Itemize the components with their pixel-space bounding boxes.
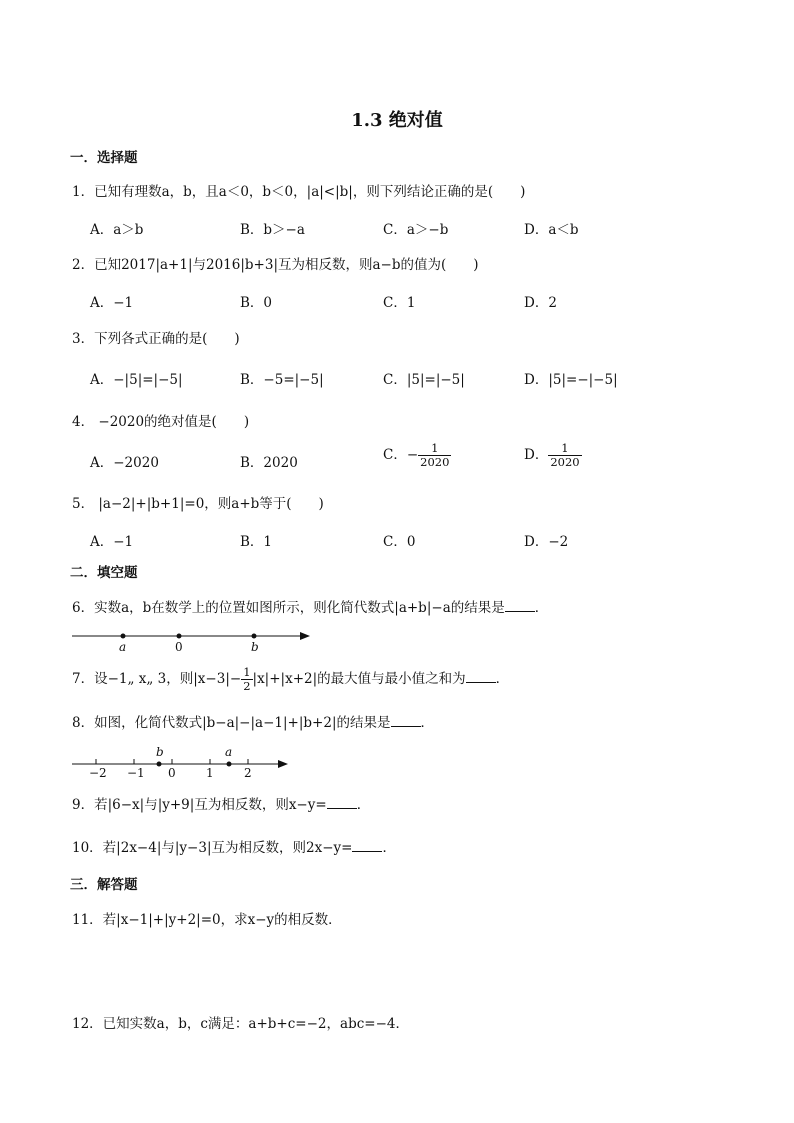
q7-fraction: $\frac{1}{2}$ (243, 665, 251, 694)
number-line-2-label-minus2: −2 (89, 766, 107, 780)
question-2: 2．已知2017|a+1|与2016|b+3|互为相反数，则a−b的值为( ) (72, 257, 479, 273)
q5-option-a[interactable]: A．−1 (90, 534, 134, 550)
question-10: 10．若|2x−4|与|y−3|互为相反数，则2x−y= ． (72, 840, 396, 856)
q2-option-a[interactable]: A．−1 (90, 295, 134, 311)
question-1: 1．已知有理数a，b，且a＜0，b＜0，|a|<|b|，则下列结论正确的是( ) (72, 184, 526, 200)
number-line-2-label-0: 0 (168, 766, 176, 780)
q8-answer-blank[interactable] (391, 714, 421, 727)
number-line-1-point-a (121, 634, 126, 639)
question-3: 3．下列各式正确的是( ) (72, 331, 240, 347)
q3-option-b[interactable]: B．−5=|−5| (240, 372, 324, 388)
question-8: 8．如图，化简代数式|b−a|−|a−1|+|b+2|的结果是 ． (72, 715, 434, 731)
q4-option-c-label: C．− (383, 447, 419, 464)
q9-answer-blank[interactable] (327, 796, 357, 809)
number-line-1-point-0 (177, 634, 182, 639)
page-title: 1.3 绝对值 (351, 110, 443, 131)
section-heading-choice: 一．选择题 (70, 150, 138, 166)
question-11: 11．若|x−1|+|y+2|=0，求x−y的相反数． (72, 912, 342, 928)
question-12: 12．已知实数a，b，c满足：a+b+c=−2，abc=−4． (72, 1016, 409, 1032)
q7-answer-blank[interactable] (466, 670, 496, 683)
section-heading-solve: 三．解答题 (70, 877, 138, 893)
number-line-2 (66, 742, 296, 780)
q1-option-b[interactable]: B．b＞−a (240, 222, 305, 238)
number-line-1-label-b: b (251, 640, 259, 654)
q1-option-c[interactable]: C．a＞−b (383, 222, 449, 238)
q4-option-b[interactable]: B．2020 (240, 455, 298, 471)
question-6: 6．实数a，b在数学上的位置如图所示，则化简代数式|a+b|−a的结果是 ． (72, 600, 549, 616)
number-line-1-label-a: a (119, 640, 127, 654)
question-9: 9．若|6−x|与|y+9|互为相反数，则x−y= ． (72, 797, 371, 813)
q2-option-b[interactable]: B．0 (240, 295, 273, 311)
q6-answer-blank[interactable] (505, 599, 535, 612)
number-line-2-label-1: 1 (206, 766, 214, 780)
number-line-2-arrow (278, 760, 288, 768)
number-line-2-label-minus1: −1 (127, 766, 145, 780)
q4-option-d-fraction: $\frac{1}{2020}$ (550, 441, 580, 470)
section-heading-fill: 二．填空题 (70, 565, 138, 581)
q2-option-d[interactable]: D．2 (524, 295, 557, 311)
number-line-2-label-a: a (225, 745, 233, 759)
number-line-1 (66, 626, 316, 654)
number-line-2-label-b: b (156, 745, 164, 759)
q3-option-c[interactable]: C．|5|=|−5| (383, 372, 465, 388)
question-7: 7．设−1„ x„ 3，则|x−3|− $\frac{1}{2}$ |x|+|x+2|的最大值与最小值之和为 ． (72, 665, 510, 694)
number-line-1-label-0: 0 (175, 640, 183, 654)
question-5: 5． |a−2|+|b+1|=0，则a+b等于( ) (72, 496, 324, 512)
q4-option-d[interactable] (524, 442, 582, 469)
q3-option-d[interactable]: D．|5|=−|−5| (524, 372, 618, 388)
q3-option-a[interactable]: A．−|5|=|−5| (90, 372, 183, 388)
number-line-2-point-b (157, 762, 162, 767)
q5-option-c[interactable]: C．0 (383, 534, 416, 550)
q2-option-c[interactable]: C．1 (383, 295, 416, 311)
number-line-1-point-b (252, 634, 257, 639)
q10-answer-blank[interactable] (352, 839, 382, 852)
q4-option-d-label: D． (524, 447, 549, 464)
number-line-2-label-2: 2 (244, 766, 252, 780)
number-line-2-point-a (227, 762, 232, 767)
q5-option-d[interactable]: D．−2 (524, 534, 569, 550)
number-line-1-arrow (300, 632, 310, 640)
q5-option-b[interactable]: B．1 (240, 534, 273, 550)
q4-option-a[interactable]: A．−2020 (90, 455, 159, 471)
q1-option-a[interactable]: A．a＞b (90, 222, 144, 238)
q4-option-c-fraction: $\frac{1}{2020}$ (420, 441, 450, 470)
q4-option-c[interactable] (383, 442, 451, 469)
question-4: 4． −2020的绝对值是( ) (72, 414, 250, 430)
q1-option-d[interactable]: D．a＜b (524, 222, 579, 238)
